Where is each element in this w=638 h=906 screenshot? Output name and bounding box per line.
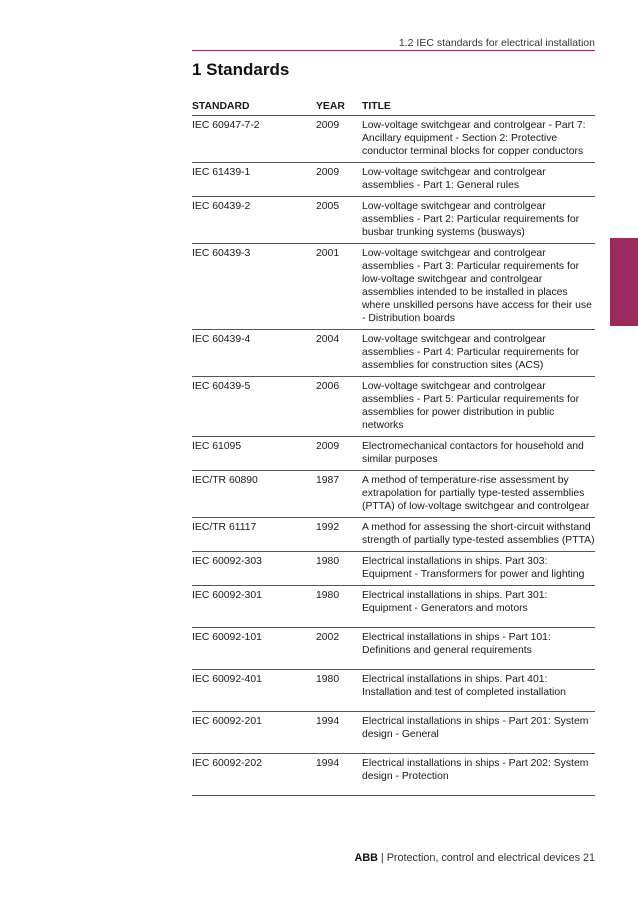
column-header-year: YEAR xyxy=(316,96,362,116)
cell-title: Low-voltage switchgear and controlgear assemblies - Part 2: Particular requirements for busbar trunking systems (busways) xyxy=(362,197,595,244)
cell-title: Low-voltage switchgear and controlgear assemblies - Part 4: Particular requirements for assemblies for construction sites (ACS) xyxy=(362,330,595,377)
table-row xyxy=(192,552,595,586)
table-row xyxy=(192,244,595,330)
cell-standard: IEC 60092-202 xyxy=(192,754,316,796)
table-row xyxy=(192,471,595,518)
table-row xyxy=(192,628,595,670)
table-row xyxy=(192,437,595,471)
cell-year: 1994 xyxy=(316,712,362,754)
cell-title: A method of temperature-rise assessment by extrapolation for partially type-tested assemblies (PTTA) of low-voltage switchgear and controlgear xyxy=(362,471,595,518)
cell-title: Low-voltage switchgear and controlgear assemblies - Part 1: General rules xyxy=(362,163,595,197)
cell-standard: IEC 60092-303 xyxy=(192,552,316,586)
cell-standard: IEC 61439-1 xyxy=(192,163,316,197)
cell-standard: IEC 60092-101 xyxy=(192,628,316,670)
cell-year: 2004 xyxy=(316,330,362,377)
cell-standard: IEC/TR 61117 xyxy=(192,518,316,552)
cell-standard: IEC 60439-3 xyxy=(192,244,316,330)
section-side-tab xyxy=(610,238,638,326)
cell-standard: IEC/TR 60890 xyxy=(192,471,316,518)
cell-year: 1992 xyxy=(316,518,362,552)
footer-brand: ABB xyxy=(354,852,378,864)
cell-title: Electrical installations in ships - Part 202: System design - Protection xyxy=(362,754,595,796)
cell-title: Electrical installations in ships - Part 101: Definitions and general requirements xyxy=(362,628,595,670)
table-row xyxy=(192,163,595,197)
table-row xyxy=(192,518,595,552)
table-row xyxy=(192,670,595,712)
cell-year: 2002 xyxy=(316,628,362,670)
cell-year: 1980 xyxy=(316,670,362,712)
table-row xyxy=(192,330,595,377)
standards-table xyxy=(192,96,595,796)
column-header-title: TITLE xyxy=(362,96,595,116)
running-header: 1.2 IEC standards for electrical installation xyxy=(398,37,595,49)
table-row xyxy=(192,754,595,796)
cell-year: 2009 xyxy=(316,437,362,471)
cell-standard: IEC 60439-2 xyxy=(192,197,316,244)
cell-standard: IEC 60439-4 xyxy=(192,330,316,377)
cell-standard: IEC 60092-201 xyxy=(192,712,316,754)
footer-separator: | xyxy=(377,852,387,864)
cell-title: Electrical installations in ships. Part 303: Equipment - Transformers for power and lighting xyxy=(362,552,595,586)
table-row xyxy=(192,197,595,244)
page-footer xyxy=(355,852,595,864)
cell-year: 2006 xyxy=(316,377,362,437)
cell-title: Low-voltage switchgear and controlgear - Part 7: Ancillary equipment - Section 2: Protective conductor terminal blocks for copper conductors xyxy=(362,116,595,163)
cell-title: Low-voltage switchgear and controlgear assemblies - Part 5: Particular requirements for assemblies for power distribution in public networks xyxy=(362,377,595,437)
header-rule xyxy=(192,50,595,51)
cell-year: 2009 xyxy=(316,163,362,197)
table-row xyxy=(192,712,595,754)
cell-year: 1980 xyxy=(316,552,362,586)
table-row xyxy=(192,586,595,628)
cell-year: 2009 xyxy=(316,116,362,163)
cell-title: Electromechanical contactors for household and similar purposes xyxy=(362,437,595,471)
cell-standard: IEC 61095 xyxy=(192,437,316,471)
cell-standard: IEC 60947-7-2 xyxy=(192,116,316,163)
section-title: 1 Standards xyxy=(192,60,290,79)
cell-title: Low-voltage switchgear and controlgear assemblies - Part 3: Particular requirements for low-voltage switchgear and controlgear assemblies intended to be installed in places where unskilled persons have access for their use - Distribution boards xyxy=(362,244,595,330)
cell-title: Electrical installations in ships. Part 301: Equipment - Generators and motors xyxy=(362,586,595,628)
cell-title: Electrical installations in ships - Part 201: System design - General xyxy=(362,712,595,754)
cell-year: 1980 xyxy=(316,586,362,628)
table-header-row xyxy=(192,96,595,116)
cell-standard: IEC 60439-5 xyxy=(192,377,316,437)
footer-text: Protection, control and electrical devices 21 xyxy=(386,852,595,864)
cell-standard: IEC 60092-401 xyxy=(192,670,316,712)
cell-year: 1994 xyxy=(316,754,362,796)
column-header-standard: STANDARD xyxy=(192,96,316,116)
cell-title: A method for assessing the short-circuit withstand strength of partially type-tested assemblies (PTTA) xyxy=(362,518,595,552)
cell-year: 1987 xyxy=(316,471,362,518)
cell-year: 2005 xyxy=(316,197,362,244)
table-row xyxy=(192,377,595,437)
cell-standard: IEC 60092-301 xyxy=(192,586,316,628)
cell-title: Electrical installations in ships. Part 401: Installation and test of completed installation xyxy=(362,670,595,712)
table-row xyxy=(192,116,595,163)
cell-year: 2001 xyxy=(316,244,362,330)
